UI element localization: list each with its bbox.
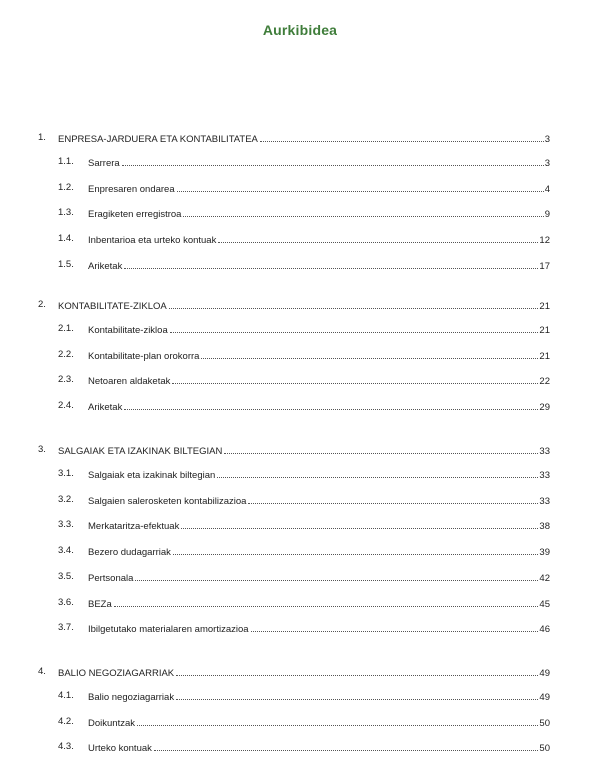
toc-page-number: 49 [539,692,550,703]
toc-page-number: 50 [539,718,550,729]
toc-entry-line [88,518,550,534]
toc-number: 2. [38,299,46,310]
toc-entry-line [88,740,550,756]
toc-section-entry[interactable] [0,399,600,413]
toc-number: 4.2. [58,716,74,727]
dot-leader [124,399,538,410]
toc-number: 2.1. [58,323,74,334]
toc-section-entry[interactable] [0,232,600,246]
dot-leader [137,715,538,726]
toc-title: Urteko kontuak [88,743,152,754]
toc-page-number: 39 [539,547,550,558]
toc-entry-line [88,399,550,415]
toc-entry-line [88,467,550,483]
page-title: Aurkibidea [262,22,338,38]
toc-page-number: 33 [539,470,550,481]
toc-title: Netoaren aldaketak [88,376,171,387]
toc-section-entry[interactable] [0,544,600,558]
toc-title: Balio negoziagarriak [88,692,175,703]
toc-title: Inbentarioa eta urteko kontuak [88,235,217,246]
toc-page-number: 45 [539,599,550,610]
toc-entry-line [88,621,550,637]
toc-title: Eragiketen erregistroa [88,209,182,220]
toc-entry-line [88,348,550,364]
dot-leader [170,322,539,333]
toc-title: Salgaien salerosketen kontabilizazioa [88,496,247,507]
toc-title: Sarrera [88,158,120,169]
toc-entry-line [88,206,550,222]
toc-number: 3.7. [58,622,74,633]
toc-chapter-entry[interactable] [0,298,600,312]
toc-number: 3.6. [58,597,74,608]
toc-number: 1.3. [58,207,74,218]
toc-page-number: 46 [539,624,550,635]
toc-number: 3. [38,444,46,455]
toc-section-entry[interactable] [0,596,600,610]
toc-title: Kontabilitate-plan orokorra [88,351,200,362]
toc-entry-line [88,570,550,586]
toc-number: 1. [38,132,46,143]
toc-page-number: 21 [539,301,550,312]
toc-section-entry[interactable] [0,373,600,387]
toc-entry-line [88,181,550,197]
toc-section-entry[interactable] [0,570,600,584]
toc-entry-line [58,665,550,681]
dot-leader [135,570,538,581]
toc-number: 3.3. [58,519,74,530]
toc-page-number: 22 [539,376,550,387]
toc-section-entry[interactable] [0,348,600,362]
toc-section-entry[interactable] [0,206,600,220]
toc-number: 3.4. [58,545,74,556]
toc-page-number: 38 [539,521,550,532]
toc-title: Merkataritza-efektuak [88,521,180,532]
toc-entry-line [58,131,550,147]
toc-title: Ibilgetutako materialaren amortizazioa [88,624,249,635]
toc-page-number: 33 [539,496,550,507]
toc-entry-line [58,298,550,314]
toc-section-entry[interactable] [0,621,600,635]
toc-title: ENPRESA-JARDUERA ETA KONTABILITATEA [58,134,258,145]
toc-entry-line [88,544,550,560]
toc-number: 4.1. [58,690,74,701]
toc-page-number: 17 [539,261,550,272]
toc-page-number: 21 [539,325,550,336]
dot-leader [124,258,538,269]
toc-title: Ariketak [88,402,123,413]
toc-entry-line [88,155,550,171]
toc-title: Doikuntzak [88,718,135,729]
toc-entry-line [88,596,550,612]
toc-number: 3.1. [58,468,74,479]
toc-section-entry[interactable] [0,740,600,754]
dot-leader [260,131,544,142]
toc-title: Ariketak [88,261,123,272]
toc-page-number: 29 [539,402,550,413]
dot-leader [201,348,538,359]
toc-number: 3.2. [58,494,74,505]
toc-number: 2.3. [58,374,74,385]
toc-number: 1.2. [58,182,74,193]
toc-section-entry[interactable] [0,715,600,729]
dot-leader [224,443,538,454]
dot-leader [217,467,538,478]
toc-page-number: 9 [544,209,550,220]
toc-page-number: 33 [539,446,550,457]
toc-section-entry[interactable] [0,258,600,272]
dot-leader [248,493,538,504]
dot-leader [154,740,539,751]
dot-leader [176,665,538,676]
toc-entry-line [88,258,550,274]
toc-section-entry[interactable] [0,322,600,336]
toc-title: Salgaiak eta izakinak biltegian [88,470,216,481]
toc-number: 2.2. [58,349,74,360]
toc-section-entry[interactable] [0,467,600,481]
toc-entry-line [58,443,550,459]
toc-entry-line [88,373,550,389]
toc-page-number: 42 [539,573,550,584]
toc-page-number: 21 [539,351,550,362]
dot-leader [251,621,539,632]
toc-page-number: 3 [544,134,550,145]
toc-number: 3.5. [58,571,74,582]
toc-page-number: 3 [544,158,550,169]
toc-chapter-entry[interactable] [0,665,600,679]
toc-section-entry[interactable] [0,155,600,169]
dot-leader [169,298,539,309]
dot-leader [122,155,544,166]
toc-section-entry[interactable] [0,181,600,195]
toc-number: 4.3. [58,741,74,752]
toc-page-number: 12 [539,235,550,246]
toc-chapter-entry[interactable] [0,443,600,457]
dot-leader [173,544,539,555]
dot-leader [183,206,543,217]
toc-page-number: 4 [544,184,550,195]
toc-chapter-entry[interactable] [0,131,600,145]
toc-title: KONTABILITATE-ZIKLOA [58,301,167,312]
toc-number: 2.4. [58,400,74,411]
toc-entry-line [88,232,550,248]
toc-number: 1.5. [58,259,74,270]
dot-leader [181,518,538,529]
toc-entry-line [88,689,550,705]
toc-entry-line [88,715,550,731]
toc-entry-line [88,322,550,338]
toc-page-number: 50 [539,743,550,754]
dot-leader [114,596,539,607]
dot-leader [218,232,538,243]
toc-title: SALGAIAK ETA IZAKINAK BILTEGIAN [58,446,223,457]
toc-title: Bezero dudagarriak [88,547,171,558]
toc-section-entry[interactable] [0,689,600,703]
toc-page-number: 49 [539,668,550,679]
toc-title: BALIO NEGOZIAGARRIAK [58,668,175,679]
toc-number: 4. [38,666,46,677]
toc-title: Enpresaren ondarea [88,184,175,195]
toc-section-entry[interactable] [0,493,600,507]
toc-entry-line [88,493,550,509]
toc-number: 1.1. [58,156,74,167]
toc-title: Kontabilitate-zikloa [88,325,168,336]
toc-title: BEZa [88,599,112,610]
toc-number: 1.4. [58,233,74,244]
toc-section-entry[interactable] [0,518,600,532]
dot-leader [172,373,538,384]
dot-leader [177,181,544,192]
dot-leader [176,689,538,700]
toc-title: Pertsonala [88,573,134,584]
